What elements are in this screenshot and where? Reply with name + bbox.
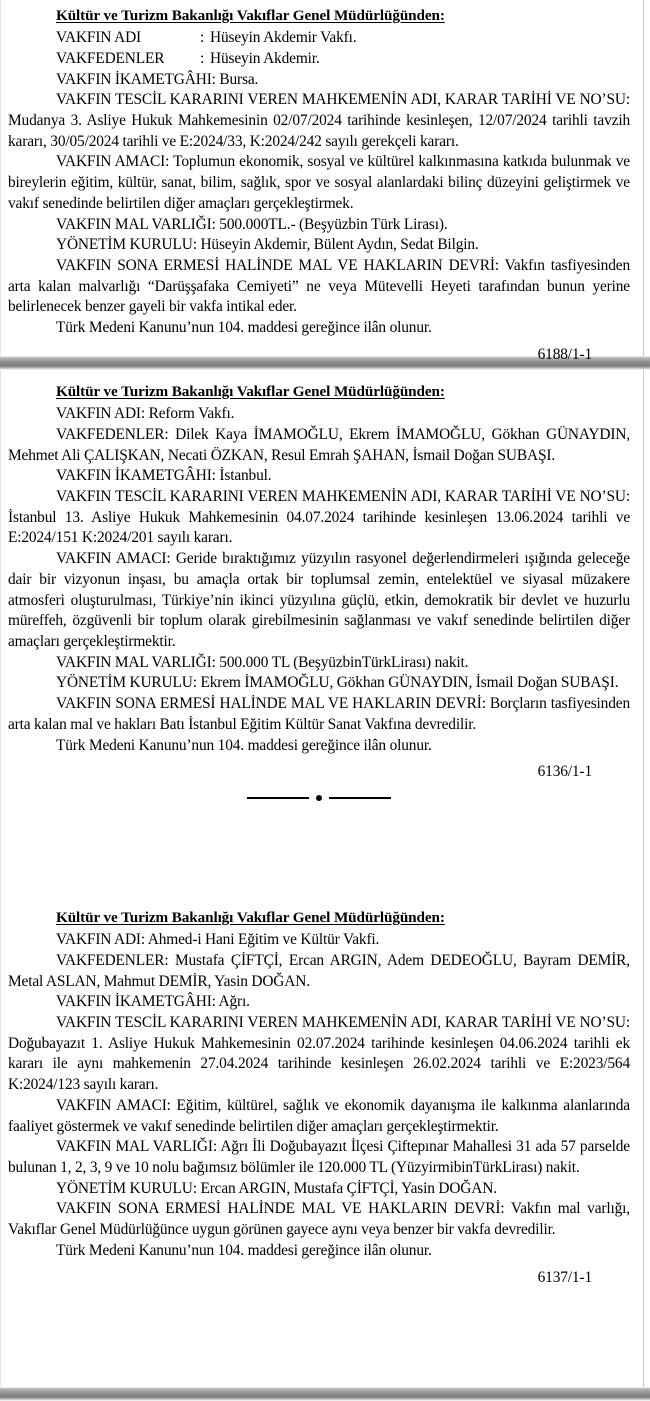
field-residence: VAKFIN İKAMETGÂHI: İstanbul.	[56, 467, 272, 485]
notice-reference-number: 6188/1-1	[537, 345, 592, 363]
separator-dot-icon	[316, 795, 322, 801]
section-band-separator-bottom	[0, 1387, 650, 1401]
field-separator-vakfin-adi: :	[200, 29, 205, 47]
page-right-rule	[643, 0, 644, 1401]
field-asset-transfer: VAKFIN SONA ERMESİ HALİNDE MAL VE HAKLARIN DEVRİ: Borçların tasfiyesinden arta kalan mal ve hakları Batı İstanbul Eğitim Kültür Sanat Vakfına devredilir.	[8, 695, 630, 733]
field-board-of-directors: YÖNETİM KURULU: Hüseyin Akdemir, Bülent Aydın, Sedat Bilgin.	[56, 236, 479, 254]
field-asset-transfer: VAKFIN SONA ERMESİ HALİNDE MAL VE HAKLARIN DEVRİ: Vakfın tasfiyesinden arta kalan malvarlığı “Darüşşafaka Cemiyeti” ne veya Mütevelli Heyeti tarafından bunun yerine belirlenecek benzer gayeli bir vakfa intikal eder.	[8, 256, 630, 316]
field-residence: VAKFIN İKAMETGÂHI: Ağrı.	[56, 993, 250, 1011]
field-foundation-name: VAKFIN ADI: Reform Vakfı.	[56, 405, 235, 423]
field-board-of-directors: YÖNETİM KURULU: Ekrem İMAMOĞLU, Gökhan GÜNAYDIN, İsmail Doğan SUBAŞI.	[56, 674, 619, 692]
field-purpose: VAKFIN AMACI: Geride bıraktığımız yüzyılın rasyonel değerlendirmeleri ışığında geleceğe dair bir vizyonun inşası, bu amaçla ortak bir toplumsal zemin, entelektüel ve siyasal müzakere atmosferi oluşturulması, Türkiye’nin ikinci yüzyılına güçlü, etkin, demokratik bir devlet ve huzurlu müreffeh, özgüvenli bir toplum olarak girebilmesinin sağlanması ve vakıf senedinde belirtilen diğer amaçları gerçekleştirmektir.	[8, 550, 630, 650]
field-purpose: VAKFIN AMACI: Eğitim, kültürel, sağlık ve ekonomik dayanışma ile kalkınma alanlarında faaliyet göstermek ve vakıf senedinde belirtilen diğer amaçları gerçekleştirmektir.	[8, 1096, 630, 1135]
field-founders: VAKFEDENLER: Mustafa ÇİFTÇİ, Ercan ARGIN, Adem DEDEOĞLU, Bayram DEMİR, Metal ASLAN, Mahmut DEMİR, Yasin DOĞAN.	[8, 951, 630, 990]
field-value-vakfin-adi: Hüseyin Akdemir Vakfı.	[210, 29, 357, 47]
dot-rule-separator	[8, 787, 630, 809]
field-assets: VAKFIN MAL VARLIĞI: Ağrı İli Doğubayazıt İlçesi Çiftepınar Mahallesi 31 ada 57 parselde bulunan 1, 2, 3, 9 ve 10 nolu bağımsız bölümler ile 120.000 TL (YüzyirmibinTürkLirası) nakit.	[8, 1138, 630, 1176]
notice-block-2	[8, 382, 630, 811]
field-board-of-directors: YÖNETİM KURULU: Ercan ARGIN, Mustafa ÇİFTÇİ, Yasin DOĞAN.	[56, 1179, 497, 1197]
field-court-decision: VAKFIN TESCİL KARARINI VEREN MAHKEMENİN ADI, KARAR TARİHİ VE NO’SU: Doğubayazıt 1. Asliye Hukuk Mahkemesinin 02.07.2024 tarihinde kesinleşen 04.06.2024 tarihli ek kararı ile aynı mahkemenin 27.04.2024 tarihinde kesinleşen 26.02.2024 tarihli ve E:2023/564 K:2024/123 sayılı kararı.	[8, 1013, 630, 1094]
field-row-vakfedenler	[8, 49, 630, 70]
notice-heading: Kültür ve Turizm Bakanlığı Vakıflar Genel Müdürlüğünden:	[56, 909, 445, 926]
field-assets: VAKFIN MAL VARLIĞI: 500.000TL.- (Beşyüzbin Türk Lirası).	[56, 215, 448, 233]
page-left-rule	[0, 0, 1, 1401]
field-asset-transfer: VAKFIN SONA ERMESİ HALİNDE MAL VE HAKLARIN DEVRİ: Vakfın mal varlığı, Vakıflar Genel Müdürlüğünce uygun görünen gayece aynı veya benzer bir vakfa devredilir.	[8, 1200, 630, 1239]
notice-block-1	[8, 6, 630, 366]
field-value-vakfedenler: Hüseyin Akdemir.	[210, 49, 320, 67]
field-separator-vakfedenler: :	[200, 49, 205, 67]
notice-block-3	[8, 908, 630, 1288]
field-closing-statement: Türk Medeni Kanunu’nun 104. maddesi gereğince ilân olunur.	[56, 736, 432, 754]
field-label-vakfin-adi: VAKFIN ADI	[56, 29, 142, 47]
field-founders: VAKFEDENLER: Dilek Kaya İMAMOĞLU, Ekrem İMAMOĞLU, Gökhan GÜNAYDIN, Mehmet Ali ÇALIŞKAN, Necati ÖZKAN, Resul Emrah ŞAHAN, İsmail Doğan SUBAŞI.	[8, 425, 630, 464]
field-label-vakfedenler: VAKFEDENLER	[56, 49, 165, 67]
field-closing-statement: Türk Medeni Kanunu’nun 104. maddesi gereğince ilân olunur.	[56, 319, 432, 337]
separator-rule-left	[247, 797, 309, 799]
field-court-decision: VAKFIN TESCİL KARARINI VEREN MAHKEMENİN ADI, KARAR TARİHİ VE NO’SU: Mudanya 3. Asliye Hukuk Mahkemesinin 02/07/2024 tarihinde kesinleşen, 12/07/2024 tarihli tavzih kararı, 30/05/2024 tarihli ve E:2024/33, K:2024/242 sayılı gerekçeli kararı.	[8, 91, 630, 150]
field-foundation-name: VAKFIN ADI: Ahmed-i Hani Eğitim ve Kültür Vakfi.	[56, 931, 380, 949]
notice-reference-number: 6137/1-1	[537, 1268, 592, 1286]
separator-rule-right	[329, 797, 391, 799]
field-row-vakfin-adi	[8, 28, 630, 49]
notice-reference-number: 6136/1-1	[537, 763, 592, 781]
notice-heading: Kültür ve Turizm Bakanlığı Vakıflar Genel Müdürlüğünden:	[56, 7, 445, 24]
field-residence: VAKFIN İKAMETGÂHI: Bursa.	[56, 70, 259, 88]
field-assets: VAKFIN MAL VARLIĞI: 500.000 TL (BeşyüzbinTürkLirası) nakit.	[56, 653, 469, 671]
field-court-decision: VAKFIN TESCİL KARARINI VEREN MAHKEMENİN ADI, KARAR TARİHİ VE NO’SU: İstanbul 13. Asliye Hukuk Mahkemesinin 04.07.2024 tarihinde kesinleşen 13.06.2024 tarihli ve E:2024/151 K:2024/201 sayılı kararı.	[8, 487, 630, 547]
field-purpose: VAKFIN AMACI: Toplumun ekonomik, sosyal ve kültürel kalkınmasına katkıda bulunmak ve bireylerin eğitim, kültür, sanat, bilim, sağlık, spor ve sosyal alanlardaki bilinç düzeyini geliştirmek ve vakıf senedinde belirtilen diğer amaçları gerçekleştirmek.	[8, 153, 630, 212]
notice-heading: Kültür ve Turizm Bakanlığı Vakıflar Genel Müdürlüğünden:	[56, 383, 445, 400]
field-closing-statement: Türk Medeni Kanunu’nun 104. maddesi gereğince ilân olunur.	[56, 1241, 432, 1259]
